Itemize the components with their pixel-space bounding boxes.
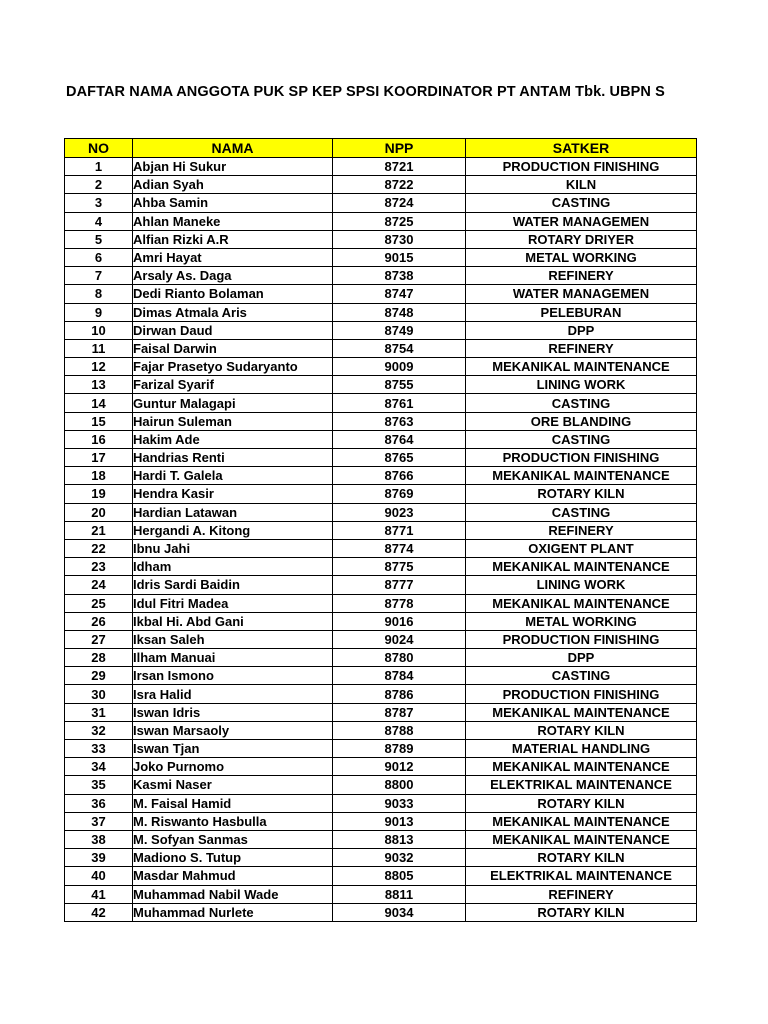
cell-npp: 8755: [333, 376, 466, 394]
cell-npp: 8774: [333, 539, 466, 557]
cell-no: 17: [65, 449, 133, 467]
cell-no: 11: [65, 339, 133, 357]
cell-nama: Hakim Ade: [133, 430, 333, 448]
table-row: [65, 794, 697, 812]
cell-nama: Fajar Prasetyo Sudaryanto: [133, 358, 333, 376]
cell-nama: Abjan Hi Sukur: [133, 158, 333, 176]
cell-npp: 9015: [333, 248, 466, 266]
cell-satker: MEKANIKAL MAINTENANCE: [466, 358, 697, 376]
table-row: [65, 230, 697, 248]
cell-nama: Irsan Ismono: [133, 667, 333, 685]
cell-nama: Masdar Mahmud: [133, 867, 333, 885]
table-row: [65, 339, 697, 357]
table-row: [65, 740, 697, 758]
cell-nama: Adian Syah: [133, 176, 333, 194]
cell-satker: PRODUCTION FINISHING: [466, 449, 697, 467]
cell-no: 14: [65, 394, 133, 412]
cell-npp: 8777: [333, 576, 466, 594]
cell-nama: Muhammad Nurlete: [133, 903, 333, 921]
cell-satker: KILN: [466, 176, 697, 194]
cell-no: 1: [65, 158, 133, 176]
cell-nama: Idham: [133, 558, 333, 576]
cell-satker: MEKANIKAL MAINTENANCE: [466, 812, 697, 830]
cell-no: 16: [65, 430, 133, 448]
cell-npp: 8789: [333, 740, 466, 758]
table-row: [65, 194, 697, 212]
cell-no: 23: [65, 558, 133, 576]
cell-satker: ELEKTRIKAL MAINTENANCE: [466, 867, 697, 885]
cell-nama: Ahba Samin: [133, 194, 333, 212]
table-row: [65, 885, 697, 903]
header-satker: SATKER: [466, 139, 697, 158]
table-row: [65, 539, 697, 557]
table-row: [65, 412, 697, 430]
cell-npp: 8725: [333, 212, 466, 230]
table-row: [65, 394, 697, 412]
cell-satker: ROTARY KILN: [466, 485, 697, 503]
cell-satker: CASTING: [466, 667, 697, 685]
cell-no: 7: [65, 267, 133, 285]
cell-npp: 8730: [333, 230, 466, 248]
table-row: [65, 812, 697, 830]
cell-no: 38: [65, 830, 133, 848]
cell-satker: REFINERY: [466, 885, 697, 903]
cell-satker: MEKANIKAL MAINTENANCE: [466, 594, 697, 612]
cell-satker: ELEKTRIKAL MAINTENANCE: [466, 776, 697, 794]
cell-satker: DPP: [466, 321, 697, 339]
cell-no: 42: [65, 903, 133, 921]
table-row: [65, 521, 697, 539]
table-row: [65, 158, 697, 176]
cell-no: 9: [65, 303, 133, 321]
member-table: [64, 138, 697, 922]
cell-no: 30: [65, 685, 133, 703]
cell-nama: Isra Halid: [133, 685, 333, 703]
cell-satker: MEKANIKAL MAINTENANCE: [466, 758, 697, 776]
cell-npp: 8771: [333, 521, 466, 539]
cell-nama: M. Sofyan Sanmas: [133, 830, 333, 848]
cell-nama: Hendra Kasir: [133, 485, 333, 503]
table-row: [65, 903, 697, 921]
cell-no: 8: [65, 285, 133, 303]
cell-npp: 8780: [333, 649, 466, 667]
cell-npp: 8778: [333, 594, 466, 612]
cell-nama: Amri Hayat: [133, 248, 333, 266]
cell-nama: Iksan Saleh: [133, 630, 333, 648]
cell-npp: 8784: [333, 667, 466, 685]
cell-nama: Ikbal Hi. Abd Gani: [133, 612, 333, 630]
table-row: [65, 649, 697, 667]
cell-satker: ROTARY KILN: [466, 849, 697, 867]
cell-npp: 8722: [333, 176, 466, 194]
cell-satker: MEKANIKAL MAINTENANCE: [466, 703, 697, 721]
cell-nama: Alfian Rizki A.R: [133, 230, 333, 248]
table-row: [65, 376, 697, 394]
header-npp: NPP: [333, 139, 466, 158]
cell-nama: M. Riswanto Hasbulla: [133, 812, 333, 830]
cell-satker: PRODUCTION FINISHING: [466, 630, 697, 648]
cell-no: 24: [65, 576, 133, 594]
table-row: [65, 830, 697, 848]
cell-no: 29: [65, 667, 133, 685]
cell-npp: 9009: [333, 358, 466, 376]
table-row: [65, 248, 697, 266]
cell-npp: 9033: [333, 794, 466, 812]
cell-nama: Idris Sardi Baidin: [133, 576, 333, 594]
cell-nama: Dedi Rianto Bolaman: [133, 285, 333, 303]
cell-nama: Iswan Tjan: [133, 740, 333, 758]
cell-nama: Kasmi Naser: [133, 776, 333, 794]
cell-nama: Hairun Suleman: [133, 412, 333, 430]
cell-npp: 8738: [333, 267, 466, 285]
table-row: [65, 321, 697, 339]
cell-satker: PELEBURAN: [466, 303, 697, 321]
cell-satker: CASTING: [466, 503, 697, 521]
cell-satker: MEKANIKAL MAINTENANCE: [466, 467, 697, 485]
table-row: [65, 358, 697, 376]
table-row: [65, 449, 697, 467]
cell-nama: M. Faisal Hamid: [133, 794, 333, 812]
cell-satker: ROTARY KILN: [466, 903, 697, 921]
cell-satker: LINING WORK: [466, 576, 697, 594]
cell-no: 41: [65, 885, 133, 903]
cell-nama: Handrias Renti: [133, 449, 333, 467]
cell-no: 20: [65, 503, 133, 521]
cell-npp: 8748: [333, 303, 466, 321]
cell-no: 25: [65, 594, 133, 612]
header-nama: NAMA: [133, 139, 333, 158]
cell-npp: 8763: [333, 412, 466, 430]
cell-satker: WATER MANAGEMEN: [466, 212, 697, 230]
cell-no: 26: [65, 612, 133, 630]
cell-npp: 9016: [333, 612, 466, 630]
cell-nama: Ahlan Maneke: [133, 212, 333, 230]
cell-no: 27: [65, 630, 133, 648]
table-row: [65, 721, 697, 739]
cell-satker: CASTING: [466, 394, 697, 412]
cell-satker: DPP: [466, 649, 697, 667]
cell-nama: Ilham Manuai: [133, 649, 333, 667]
cell-npp: 8811: [333, 885, 466, 903]
table-row: [65, 630, 697, 648]
cell-nama: Joko Purnomo: [133, 758, 333, 776]
table-row: [65, 758, 697, 776]
cell-nama: Hardian Latawan: [133, 503, 333, 521]
cell-nama: Hergandi A. Kitong: [133, 521, 333, 539]
table-row: [65, 849, 697, 867]
table-row: [65, 594, 697, 612]
cell-no: 37: [65, 812, 133, 830]
cell-satker: REFINERY: [466, 521, 697, 539]
cell-nama: Guntur Malagapi: [133, 394, 333, 412]
cell-satker: OXIGENT PLANT: [466, 539, 697, 557]
cell-no: 32: [65, 721, 133, 739]
table-row: [65, 430, 697, 448]
table-row: [65, 212, 697, 230]
cell-satker: METAL WORKING: [466, 612, 697, 630]
cell-satker: REFINERY: [466, 267, 697, 285]
cell-npp: 8721: [333, 158, 466, 176]
cell-npp: 8786: [333, 685, 466, 703]
cell-nama: Ibnu Jahi: [133, 539, 333, 557]
cell-satker: WATER MANAGEMEN: [466, 285, 697, 303]
table-row: [65, 685, 697, 703]
cell-nama: Muhammad Nabil Wade: [133, 885, 333, 903]
cell-satker: ROTARY KILN: [466, 794, 697, 812]
cell-satker: CASTING: [466, 194, 697, 212]
cell-satker: ORE BLANDING: [466, 412, 697, 430]
cell-nama: Faisal Darwin: [133, 339, 333, 357]
cell-no: 22: [65, 539, 133, 557]
cell-npp: 8724: [333, 194, 466, 212]
cell-satker: MEKANIKAL MAINTENANCE: [466, 558, 697, 576]
cell-npp: 8764: [333, 430, 466, 448]
cell-satker: MEKANIKAL MAINTENANCE: [466, 830, 697, 848]
cell-satker: METAL WORKING: [466, 248, 697, 266]
cell-npp: 9032: [333, 849, 466, 867]
cell-no: 15: [65, 412, 133, 430]
cell-npp: 8813: [333, 830, 466, 848]
cell-npp: 8788: [333, 721, 466, 739]
cell-no: 3: [65, 194, 133, 212]
table-row: [65, 576, 697, 594]
cell-nama: Farizal Syarif: [133, 376, 333, 394]
cell-satker: CASTING: [466, 430, 697, 448]
cell-npp: 8747: [333, 285, 466, 303]
cell-nama: Dirwan Daud: [133, 321, 333, 339]
cell-nama: Iswan Marsaoly: [133, 721, 333, 739]
cell-no: 18: [65, 467, 133, 485]
cell-no: 36: [65, 794, 133, 812]
cell-no: 35: [65, 776, 133, 794]
cell-no: 6: [65, 248, 133, 266]
cell-satker: ROTARY DRIYER: [466, 230, 697, 248]
table-row: [65, 503, 697, 521]
cell-satker: PRODUCTION FINISHING: [466, 158, 697, 176]
cell-npp: 8766: [333, 467, 466, 485]
cell-nama: Iswan Idris: [133, 703, 333, 721]
table-body: [65, 158, 697, 922]
table-row: [65, 703, 697, 721]
cell-nama: Madiono S. Tutup: [133, 849, 333, 867]
cell-no: 12: [65, 358, 133, 376]
header-no: NO: [65, 139, 133, 158]
cell-no: 39: [65, 849, 133, 867]
cell-satker: LINING WORK: [466, 376, 697, 394]
cell-no: 21: [65, 521, 133, 539]
cell-no: 4: [65, 212, 133, 230]
cell-npp: 8787: [333, 703, 466, 721]
cell-no: 2: [65, 176, 133, 194]
cell-no: 5: [65, 230, 133, 248]
table-row: [65, 467, 697, 485]
cell-npp: 8765: [333, 449, 466, 467]
cell-no: 31: [65, 703, 133, 721]
cell-satker: PRODUCTION FINISHING: [466, 685, 697, 703]
cell-nama: Dimas Atmala Aris: [133, 303, 333, 321]
cell-no: 10: [65, 321, 133, 339]
cell-nama: Arsaly As. Daga: [133, 267, 333, 285]
cell-npp: 9034: [333, 903, 466, 921]
cell-no: 13: [65, 376, 133, 394]
table-row: [65, 285, 697, 303]
cell-no: 33: [65, 740, 133, 758]
table-row: [65, 776, 697, 794]
table-row: [65, 176, 697, 194]
cell-nama: Hardi T. Galela: [133, 467, 333, 485]
cell-no: 28: [65, 649, 133, 667]
table-row: [65, 612, 697, 630]
cell-npp: 8805: [333, 867, 466, 885]
table-row: [65, 267, 697, 285]
cell-npp: 8754: [333, 339, 466, 357]
cell-npp: 8769: [333, 485, 466, 503]
cell-npp: 8749: [333, 321, 466, 339]
table-row: [65, 667, 697, 685]
cell-npp: 9012: [333, 758, 466, 776]
cell-no: 34: [65, 758, 133, 776]
cell-npp: 9013: [333, 812, 466, 830]
cell-no: 19: [65, 485, 133, 503]
table-header-row: [65, 139, 697, 158]
table-row: [65, 485, 697, 503]
cell-npp: 9024: [333, 630, 466, 648]
cell-no: 40: [65, 867, 133, 885]
cell-npp: 9023: [333, 503, 466, 521]
cell-satker: MATERIAL HANDLING: [466, 740, 697, 758]
table-row: [65, 558, 697, 576]
table-row: [65, 867, 697, 885]
cell-nama: Idul Fitri Madea: [133, 594, 333, 612]
cell-npp: 8761: [333, 394, 466, 412]
cell-satker: REFINERY: [466, 339, 697, 357]
table-row: [65, 303, 697, 321]
cell-satker: ROTARY KILN: [466, 721, 697, 739]
document-title: DAFTAR NAMA ANGGOTA PUK SP KEP SPSI KOORDINATOR PT ANTAM Tbk. UBPN S: [66, 84, 665, 100]
cell-npp: 8800: [333, 776, 466, 794]
cell-npp: 8775: [333, 558, 466, 576]
